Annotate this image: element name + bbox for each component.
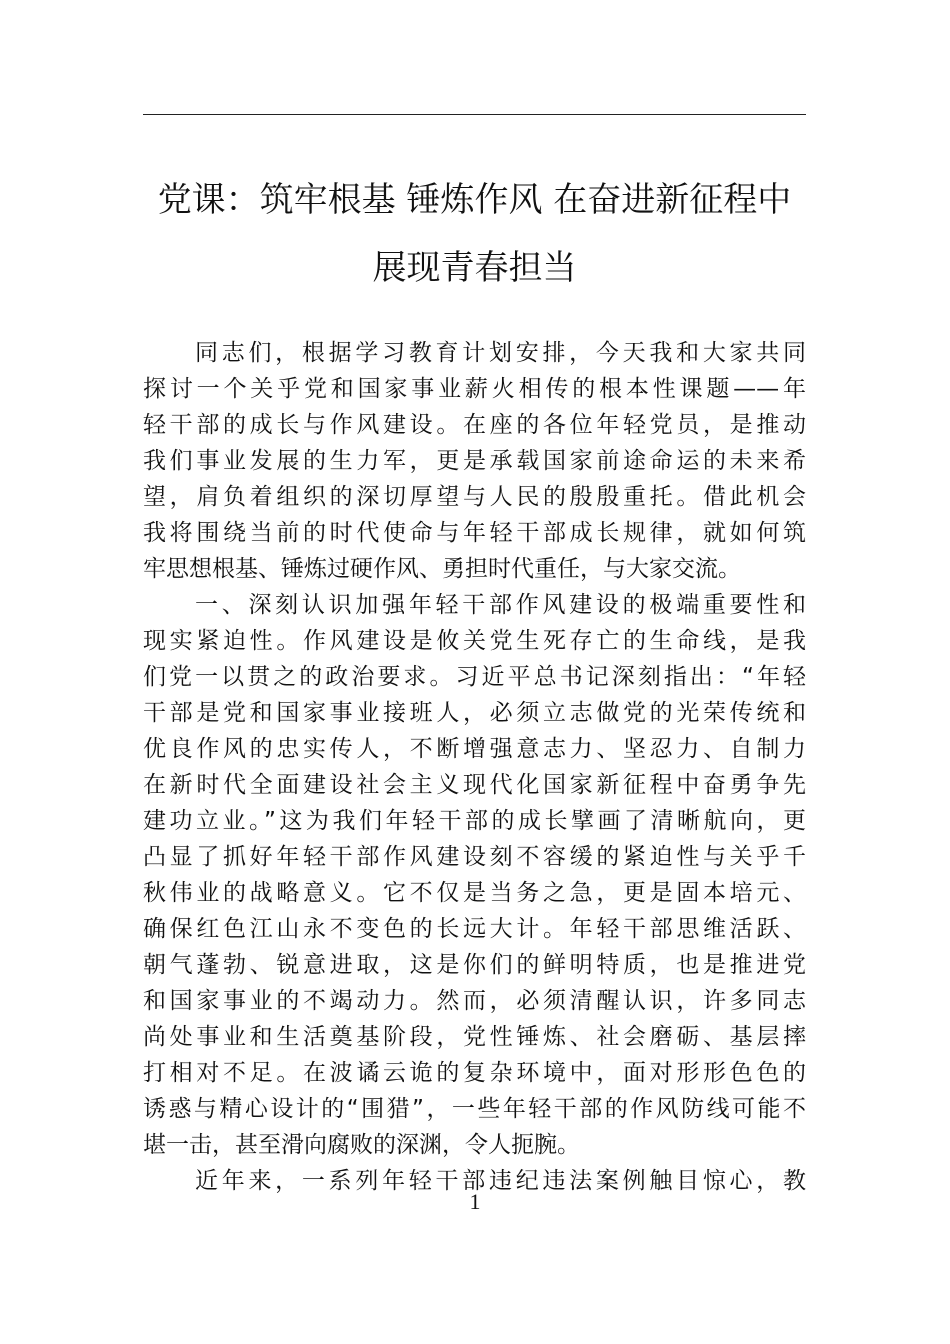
text-line: 尚处事业和生活奠基阶段，党性锤炼、社会磨砺、基层摔 (143, 1024, 806, 1050)
text-line: 望，肩负着组织的深切厚望与人民的殷殷重托。借此机会 (143, 484, 806, 510)
text-line: 轻干部的成长与作风建设。在座的各位年轻党员，是推动 (143, 412, 806, 438)
text-line: 优良作风的忠实传人，不断增强意志力、坚忍力、自制力 (143, 736, 806, 762)
title-line-1: 党课：筑牢根基 锤炼作风 在奋进新征程中 (157, 180, 792, 220)
document-title (143, 166, 806, 302)
header-rule (143, 114, 806, 115)
document-body (143, 335, 806, 1199)
text-line: 在新时代全面建设社会主义现代化国家新征程中奋勇争先 (143, 772, 806, 798)
text-line: 堪一击，甚至滑向腐败的深渊，令人扼腕。 (143, 1132, 580, 1158)
paragraph-section-one (143, 587, 806, 1163)
text-line: 干部是党和国家事业接班人，必须立志做党的光荣传统和 (143, 700, 806, 726)
text-line: 凸显了抓好年轻干部作风建设刻不容缓的紧迫性与关乎千 (143, 844, 806, 870)
text-line: 近年来，一系列年轻干部违纪违法案例触目惊心，教 (195, 1168, 806, 1194)
text-line: 我们事业发展的生力军，更是承载国家前途命运的未来希 (143, 448, 806, 474)
text-line: 朝气蓬勃、锐意进取，这是你们的鲜明特质，也是推进党 (143, 952, 806, 978)
text-line: 现实紧迫性。作风建设是攸关党生死存亡的生命线，是我 (143, 628, 806, 654)
text-line: 们党一以贯之的政治要求。习近平总书记深刻指出：“年轻 (143, 664, 806, 690)
text-line: 和国家事业的不竭动力。然而，必须清醒认识，许多同志 (143, 988, 806, 1014)
text-line: 同志们，根据学习教育计划安排，今天我和大家共同 (195, 340, 806, 366)
text-line: 诱惑与精心设计的“围猎”，一些年轻干部的作风防线可能不 (143, 1096, 806, 1122)
text-line: 牢思想根基、锤炼过硬作风、勇担时代重任，与大家交流。 (143, 556, 741, 582)
text-line: 我将围绕当前的时代使命与年轻干部成长规律，就如何筑 (143, 520, 806, 546)
text-line: 建功立业。”这为我们年轻干部的成长擘画了清晰航向，更 (143, 808, 806, 834)
text-line: 打相对不足。在波谲云诡的复杂环境中，面对形形色色的 (143, 1060, 806, 1086)
text-line: 探讨一个关乎党和国家事业薪火相传的根本性课题——年 (143, 376, 806, 402)
text-line: 秋伟业的战略意义。它不仅是当务之急，更是固本培元、 (143, 880, 806, 906)
paragraph-intro (143, 335, 806, 587)
title-line-2: 展现青春担当 (372, 248, 577, 288)
text-line: 一、深刻认识加强年轻干部作风建设的极端重要性和 (195, 592, 806, 618)
text-line: 确保红色江山永不变色的长远大计。年轻干部思维活跃、 (143, 916, 806, 942)
page-number: 1 (469, 1189, 481, 1214)
